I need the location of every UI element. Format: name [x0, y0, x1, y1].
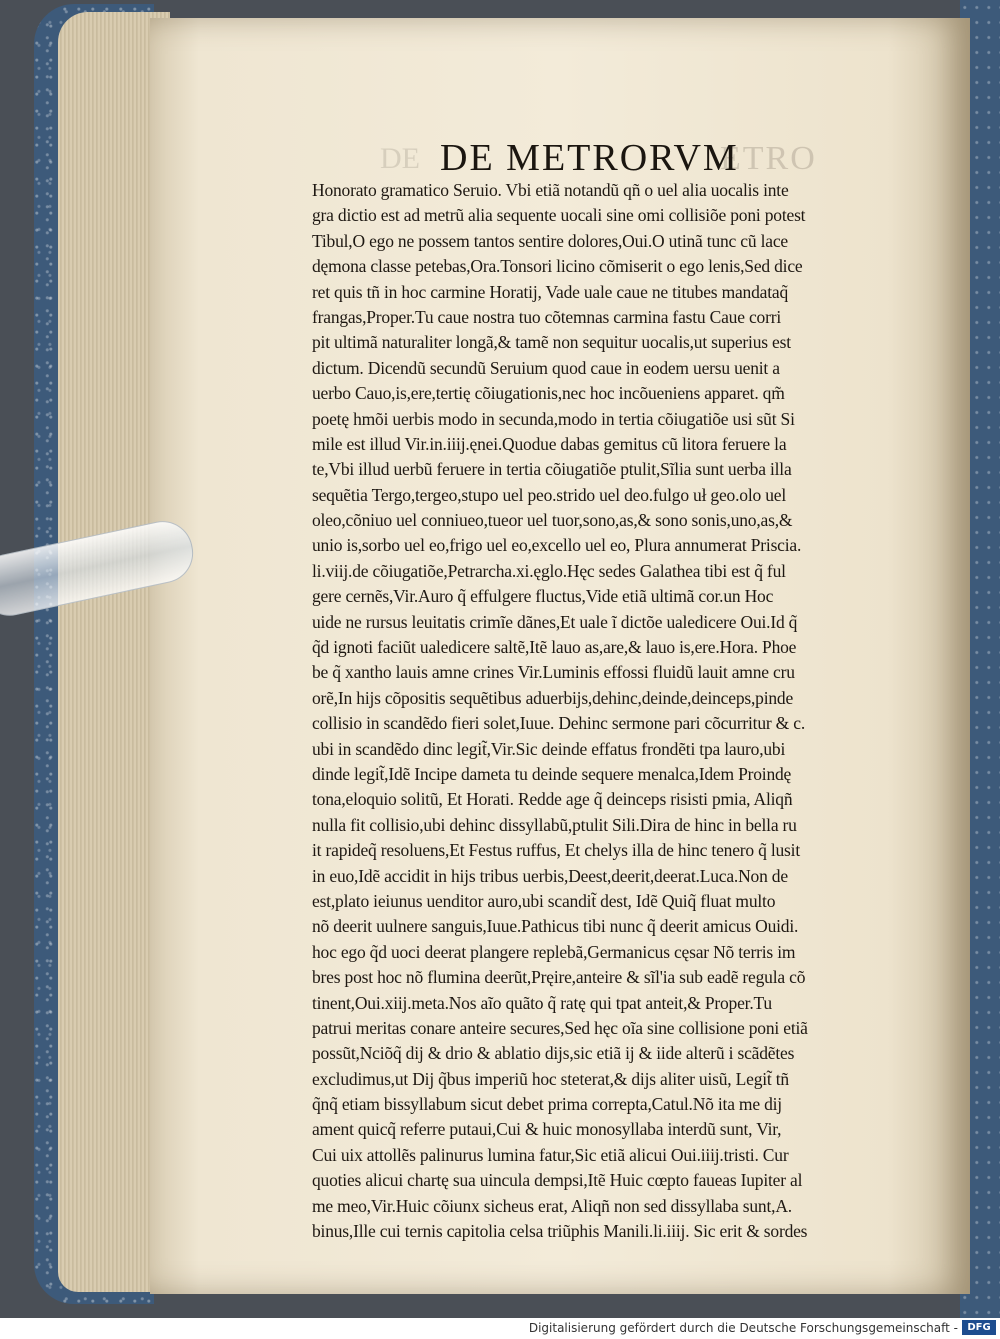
text-line: patrui meritas conare anteire secures,Sed hęc oĩa sine collisione poni etiã [312, 1017, 808, 1038]
text-line: frangas,Proper.Tu caue nostra tuo cõtemnas carmina fastu Caue corri [312, 306, 781, 327]
text-line: tinent,Oui.xiij.meta.Nos aĩo quãto q̃ ratę qui tpat anteit,& Proper.Tu [312, 992, 772, 1013]
text-line: unio is,sorbo uel eo,frigo uel eo,excello uel eo, Plura annumerat Priscia. [312, 535, 802, 556]
text-line: li.viij.de cõiugatiõe,Petrarcha.xi.ęglo.Hęc sedes Galathea tibi est q̃ ful [312, 560, 786, 581]
text-line: Cui uix attollẽs palinurus lumina fatur,Sic etiã alicui Oui.iiij.tristi. Cur [312, 1144, 789, 1165]
text-line: it rapideq̃ resoluens,Et Festus ruffus, Et chelys illa de hinc tenero q̃ lusit [312, 840, 800, 861]
text-line: Tibul,O ego ne possem tantos sentire dolores,Oui.O utinã tunc cũ lace [312, 230, 788, 251]
text-line: gere cernẽs,Vir.Auro q̃ effulgere fluctus,Vide etiã ultimã cor.un Hoc [312, 586, 774, 607]
text-line: hoc ego q̃d uoci deerat plangere replebã,Germanicus cęsar Nõ terris im [312, 941, 796, 962]
text-line: pit ultimã naturaliter longã,& tamẽ non sequitur uocalis,ut superius est [312, 332, 791, 353]
text-line: q̃nq̃ etiam bissyllabum sicut debet prima correpta,Catul.Nõ ita me dij [312, 1094, 782, 1115]
text-line: be q̃ xantho lauis amne crines Vir.Luminis effossi fluidũ lauit amne cru [312, 662, 795, 683]
footer-credit: Digitalisierung gefördert durch die Deutsche Forschungsgemeinschaft - [528, 1321, 958, 1335]
text-line: oleo,cõniuo uel conniueo,tueor uel tuor,sono,as,& sono sonis,uno,as,& [312, 510, 793, 531]
text-line: mile est illud Vir.in.iiij.ęnei.Quodue dabas gemitus cũ litora feruere la [312, 433, 787, 454]
text-line: tona,eloquio solitũ, Et Horati. Redde age q̃ deinceps risisti pmia, Aliqñ [312, 789, 793, 810]
text-line: ubi in scandẽdo dinc legit̃,Vir.Sic deinde effatus frondẽti tpa lauro,ubi [312, 738, 786, 759]
footer-bar [0, 1318, 1000, 1339]
dfg-logo: DFG [962, 1320, 996, 1335]
text-line: uerbo Cauo,is,ere,tertię cõiugationis,nec hoc incõueniens apparet. qm̃ [312, 383, 785, 404]
bleed-through-left: DE [380, 142, 420, 175]
page-text [312, 178, 912, 1244]
text-line: orẽ,In hijs cõpositis sequẽtibus aduerbijs,dehinc,deinde,deinceps,pinde [312, 687, 794, 708]
text-line: excludimus,ut Dij q̃bus imperiũ hoc steterat,& dijs aliter uisũ, Legit̃ tñ [312, 1068, 789, 1089]
text-line: dinde legit̃,Idẽ Incipe dameta tu deinde sequere menalca,Idem Proindę [312, 763, 792, 784]
text-line: Honorato gramatico Seruio. Vbi etiã notandũ qñ o uel alia uocalis inte [312, 180, 789, 200]
text-line: nõ deerit uulnere sanguis,Iuue.Pathicus tibi nunc q̃ deerit amicus Ouidi. [312, 916, 799, 937]
text-line: est,plato ieiunus uenditor auro,ubi scandit̃ dest, Idẽ Quiq̃ fluat multo [312, 890, 776, 911]
text-line: in euo,Idẽ accidit in hijs tribus uerbis,Deest,deerit,deerat.Luca.Non de [312, 865, 788, 886]
text-line: sequẽtia Tergo,tergeo,stupo uel peo.strido uel deo.fulgo uł geo.olo uel [312, 484, 786, 505]
text-line: gra dictio est ad metrũ alia sequente uocali sine omi collisiõe poni potest [312, 205, 806, 226]
text-line: binus,Ille cui ternis capitolia celsa triũphis Manili.li.iiij. Sic erit & sordes [312, 1221, 808, 1242]
text-line: ret quis tñ in hoc carmine Horatij, Vade uale caue ne titubes mandataq̃ [312, 281, 788, 302]
text-line: uide ne rursus leuitatis crimĩe dãnes,Et uale ĩ dictõe ualedicere Oui.Id q̃ [312, 611, 798, 632]
text-line: dęmona classe petebas,Ora.Tonsori licino cõmiserit o ego lenis,Sed dice [312, 256, 803, 277]
text-line: poetę hmõi uerbis modo in secunda,modo in tertia cõiugatiõe usi sũt Si [312, 408, 795, 429]
text-line: collisio in scandẽdo fieri solet,Iuue. Dehinc sermone pari cõcurritur & c. [312, 713, 806, 734]
text-line: bres post hoc nõ flumina deerũt,Pręire,anteire & sĩl'ia sub eadẽ regula cõ [312, 967, 806, 988]
text-line: me meo,Vir.Huic cõiunx sicheus erat, Aliqñ non sed dissyllaba sunt,A. [312, 1195, 792, 1216]
text-line: possũt,Nciõq̃ dij & drio & ablatio dijs,sic etiã ij & iide alterũ i scãdẽtes [312, 1043, 795, 1064]
text-line: te,Vbi illud uerbũ feruere in tertia cõiugatiõe ptulit,Sĩlia sunt uerba illa [312, 459, 792, 480]
text-line: ament quicq̃ referre putaui,Cui & huic monosyllaba interdũ sunt, Vir, [312, 1119, 782, 1140]
text-line: nulla fit collisio,ubi dehinc dissyllabũ,ptulit Sili.Dira de hinc in bella ru [312, 814, 797, 835]
text-line: dictum. Dicendũ secundũ Seruium quod caue in eodem uersu uenit a [312, 357, 780, 378]
text-line: quoties alicui chartę sua uincula dempsi,Itẽ Huic cœpto faueas Iupiter al [312, 1170, 803, 1191]
running-header: DE METRORVM [440, 137, 739, 179]
bleed-through-right: ETRO [720, 140, 817, 177]
text-line: q̃d ignoti faciũt ualedicere saltẽ,Itẽ lauo as,are,& lauo is,ere.Hora. Phoe [312, 637, 797, 658]
